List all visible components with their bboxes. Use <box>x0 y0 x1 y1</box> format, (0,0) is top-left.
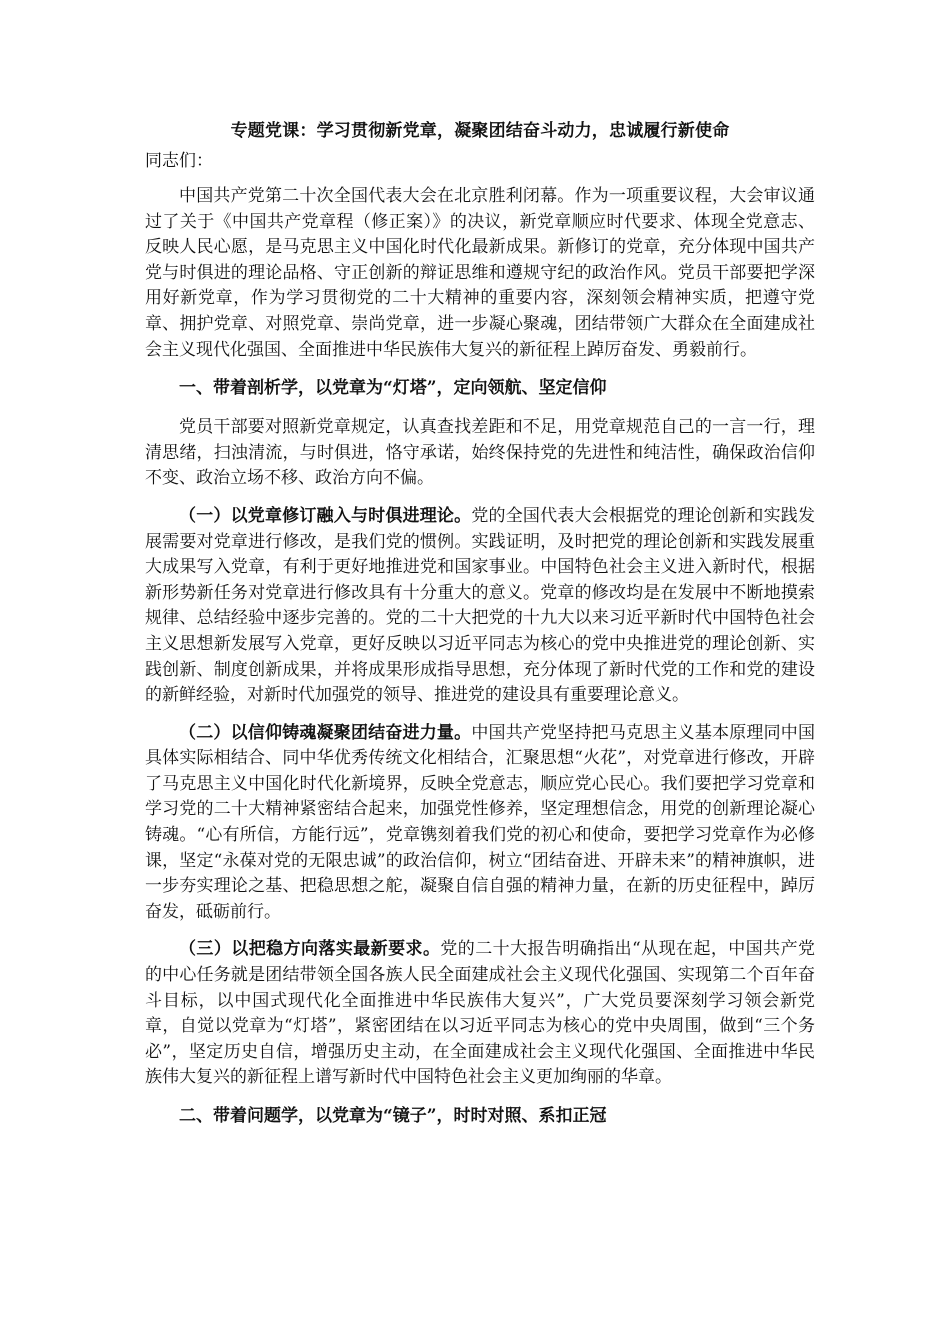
item-2-lead: （二）以信仰铸魂凝聚团结奋进力量。 <box>179 722 472 743</box>
section-1-item-3 <box>145 937 815 1091</box>
intro-paragraph: 中国共产党第二十次全国代表大会在北京胜利闭幕。作为一项重要议程，大会审议通过了关于《中国共产党章程（修正案）》的决议，新党章顺应时代要求、体现全党意志、反映人民心愿，是马克思主义中国化时代化最新成果。新修订的党章，充分体现中国共产党与时俱进的理论品格、守正创新的辩证思维和遵规守纪的政治作风。党员干部要把学深用好新党章，作为学习贯彻党的二十大精神的重要内容，深刻领会精神实质，把遵守党章、拥护党章、对照党章、崇尚党章，进一步凝心聚魂，团结带领广大群众在全面建成社会主义现代化强国、全面推进中华民族伟大复兴的新征程上踔厉奋发、勇毅前行。 <box>145 186 815 360</box>
document-page <box>145 120 815 1143</box>
item-1-lead: （一）以党章修订融入与时俱进理论。 <box>179 505 472 526</box>
section-1-item-2 <box>145 721 815 926</box>
item-3-lead: （三）以把稳方向落实最新要求。 <box>179 939 441 960</box>
document-title: 专题党课：学习贯彻新党章，凝聚团结奋斗动力，忠诚履行新使命 <box>230 121 730 141</box>
section-1-intro: 党员干部要对照新党章规定，认真查找差距和不足，用党章规范自己的一言一行，理清思绪，扫浊清流，与时俱进，恪守承诺，始终保持党的先进性和纯洁性，确保政治信仰不变、政治立场不移、政治方向不偏。 <box>145 417 815 489</box>
section-1-item-1 <box>145 504 815 709</box>
section-1-heading: 一、带着剖析学，以党章为“灯塔”，定向领航、坚定信仰 <box>179 378 607 399</box>
section-2-heading: 二、带着问题学，以党章为“镜子”，时时对照、系扣正冠 <box>179 1106 607 1126</box>
item-2-text: 中国共产党坚持把马克思主义基本原理同中国具体实际相结合、同中华优秀传统文化相结合，汇聚思想“火花”，对党章进行修改，开辟了马克思主义中国化时代化新境界，反映全党意志，顺应党心民心。我们要把学习党章和学习党的二十大精神紧密结合起来，加强党性修养，坚定理想信念，用党的创新理论凝心铸魂。“心有所信，方能行远”，党章镌刻着我们党的初心和使命，要把学习党章作为必修课，坚定“永葆对党的无限忠诚”的政治信仰，树立“团结奋进、开辟未来”的精神旗帜，进一步夯实理论之基、把稳思想之舵，凝聚自信自强的精神力量，在新的历史征程中，踔厉奋发，砥砺前行。 <box>145 722 816 922</box>
item-1-text: 党的全国代表大会根据党的理论创新和实践发展需要对党章进行修改，是我们党的惯例。实践证明，及时把党的理论创新和实践发展重大成果写入党章，有利于更好地推进党和国家事业。中国特色社会主义进入新时代，根据新形势新任务对党章进行修改具有十分重大的意义。党章的修改均是在发展中不断地摸索规律、总结经验中逐步完善的。党的二十大把党的十九大以来习近平新时代中国特色社会主义思想新发展写入党章，更好反映以习近平同志为核心的党中央推进党的理论创新、实践创新、制度创新成果，并将成果形成指导思想，充分体现了新时代党的工作和党的建设的新鲜经验，对新时代加强党的领导、推进党的建设具有重要理论意义。 <box>145 505 816 706</box>
salutation: 同志们： <box>145 151 213 171</box>
item-3-text: 党的二十大报告明确指出“从现在起，中国共产党的中心任务就是团结带领全国各族人民全面建成社会主义现代化强国、实现第二个百年奋斗目标，以中国式现代化全面推进中华民族伟大复兴”，广大党员要深刻学习领会新党章，自觉以党章为“灯塔”，紧密团结在以习近平同志为核心的党中央周围，做到“三个务必”，坚定历史自信，增强历史主动，在全面建成社会主义现代化强国、全面推进中华民族伟大复兴的新征程上谱写新时代中国特色社会主义更加绚丽的华章。 <box>145 939 815 1088</box>
